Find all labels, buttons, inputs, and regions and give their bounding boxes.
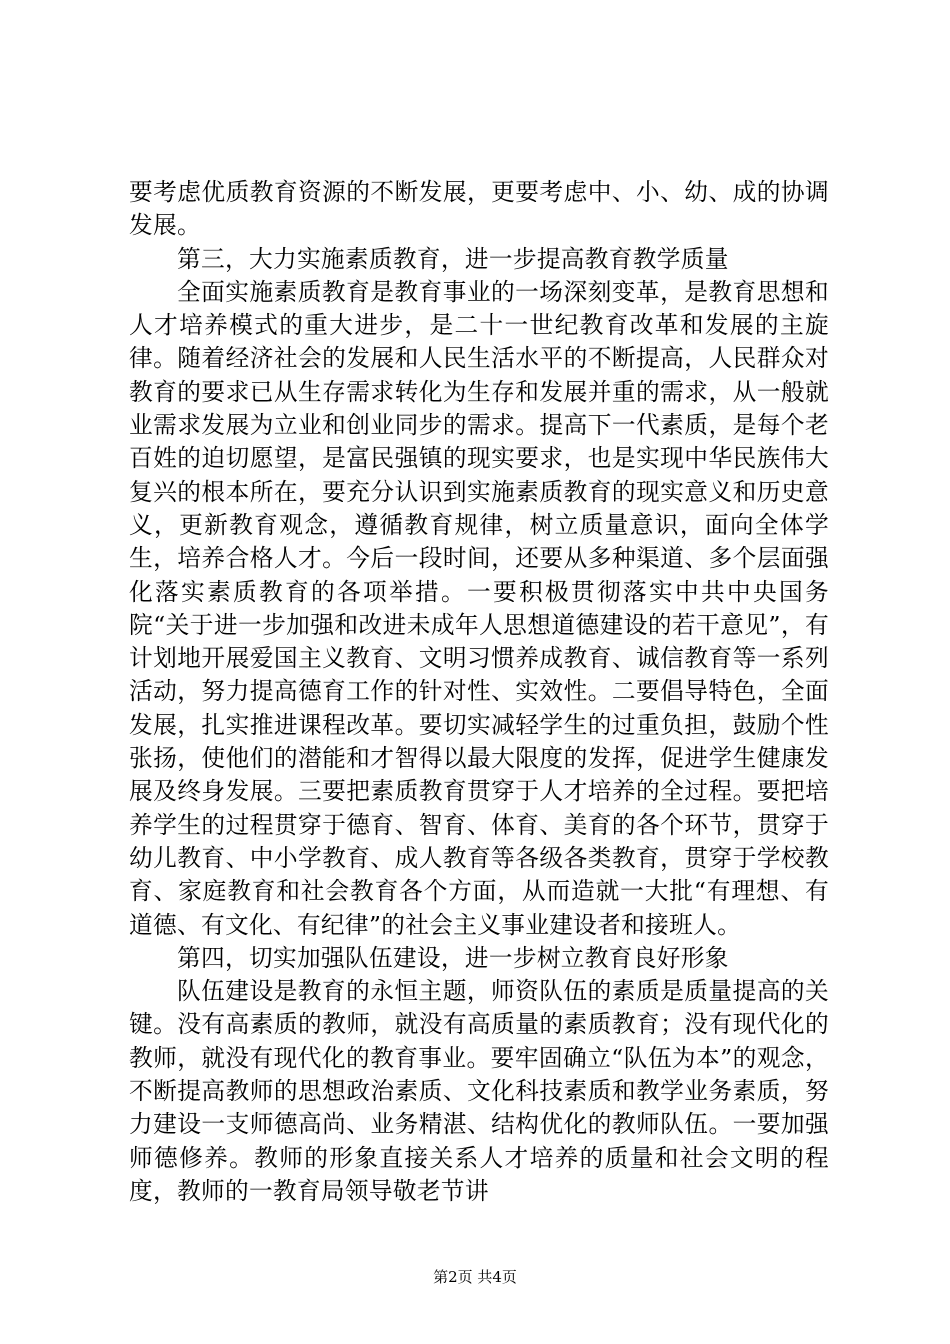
page-number-indicator: 第2页 共4页 bbox=[433, 1268, 517, 1286]
paragraph-quality-education: 全面实施素质教育是教育事业的一场深刻变革，是教育思想和人才培养模式的重大进步，是二十一世纪教育改革和发展的主旋律。随着经济社会的发展和人民生活水平的不断提高，人民群众对教育的要求已从生存需求转化为生存和发展并重的需求，从一般就业需求发展为立业和创业同步的需求。提高下一代素质，是每个老百姓的迫切愿望，是富民强镇的现实要求，也是实现中华民族伟大复兴的根本所在，要充分认识到实施素质教育的现实意义和历史意义，更新教育观念，遵循教育规律，树立质量意识，面向全体学生，培养合格人才。今后一段时间，还要从多种渠道、多个层面强化落实素质教育的各项举措。一要积极贯彻落实中共中央国务院“关于进一步加强和改进未成年人思想道德建设的若干意见”，有计划地开展爱国主义教育、文明习惯养成教育、诚信教育等一系列活动，努力提高德育工作的针对性、实效性。二要倡导特色，全面发展，扎实推进课程改革。要切实减轻学生的过重负担，鼓励个性张扬，使他们的潜能和才智得以最大限度的发挥，促进学生健康发展及终身发展。三要把素质教育贯穿于人才培养的全过程。要把培养学生的过程贯穿于德育、智育、体育、美育的各个环节，贯穿于幼儿教育、中小学教育、成人教育等各级各类教育，贯穿于学校教育、家庭教育和社会教育各个方面，从而造就一大批“有理想、有道德、有文化、有纪律”的社会主义事业建设者和接班人。 bbox=[129, 277, 829, 939]
section-heading-third: 第三，大力实施素质教育，进一步提高教育教学质量 bbox=[177, 244, 729, 273]
section-heading-fourth: 第四，切实加强队伍建设，进一步树立教育良好形象 bbox=[177, 943, 729, 972]
paragraph-continuation: 要考虑优质教育资源的不断发展，更要考虑中、小、幼、成的协调发展。 bbox=[129, 178, 829, 240]
page-footer bbox=[0, 1267, 950, 1287]
document-body bbox=[129, 176, 829, 1208]
paragraph-teacher-team: 队伍建设是教育的永恒主题，师资队伍的素质是质量提高的关键。没有高素质的教师，就没有高质量的素质教育；没有现代化的教师，就没有现代化的教育事业。要牢固确立“队伍为本”的观念，不断提高教师的思想政治素质、文化科技素质和教学业务素质，努力建设一支师德高尚、业务精湛、结构优化的教师队伍。一要加强师德修养。教师的形象直接关系人才培养的质量和社会文明的程度，教师的一教育局领导敬老节讲 bbox=[129, 977, 829, 1205]
